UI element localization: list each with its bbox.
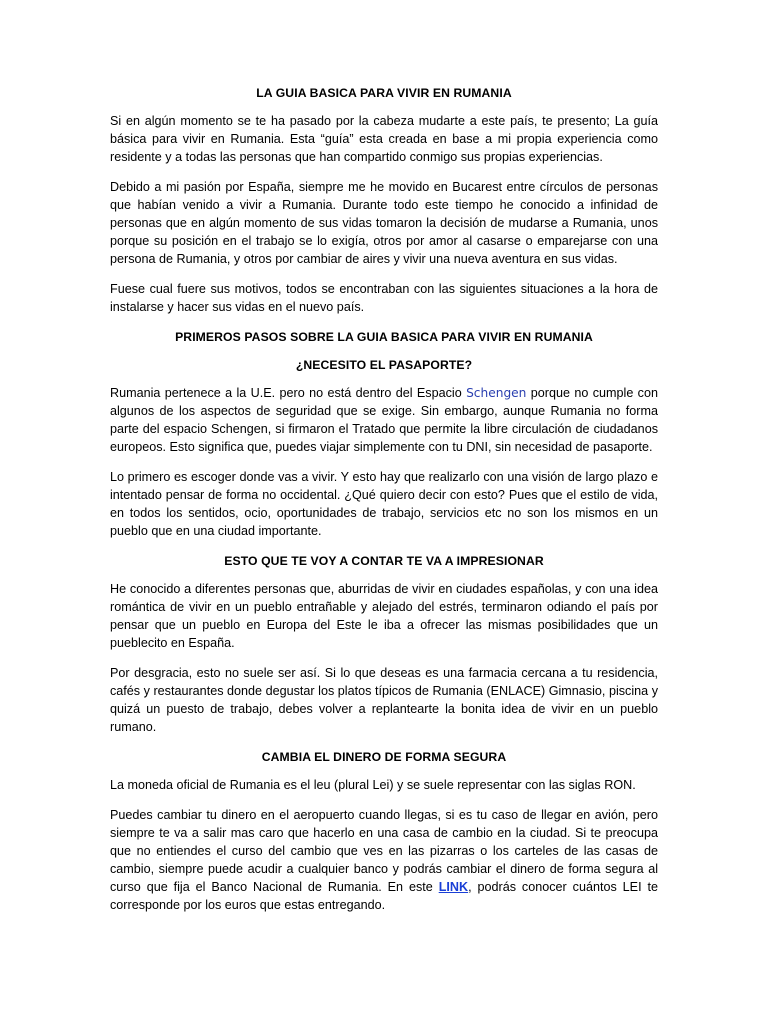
heading-dinero: CAMBIA EL DINERO DE FORMA SEGURA bbox=[261, 750, 507, 764]
document-title: LA GUIA BASICA PARA VIVIR EN RUMANIA bbox=[256, 86, 512, 100]
paragraph-pueblo: He conocido a diferentes personas que, aburridas de vivir en ciudades españolas, y con una idea romántica de vivir en un pueblo entrañable y alejado del estrés, terminaron odiando el país por pensar que un pueblo en Europa del Este le iba a ofrecer las mismas posibilidades que un pueblecito en España. bbox=[110, 582, 658, 650]
heading-pasaporte: ¿NECESITO EL PASAPORTE? bbox=[295, 358, 473, 372]
paragraph-schengen bbox=[110, 384, 658, 456]
link-banco-nacional[interactable]: LINK bbox=[438, 880, 469, 894]
schengen-link[interactable]: Schengen bbox=[466, 386, 527, 400]
paragraph-motivos: Debido a mi pasión por España, siempre me he movido en Bucarest entre círculos de personas que habían venido a vivir a Rumania. Durante todo este tiempo he conocido a infinidad de personas que en algún momento de sus vidas tomaron la decisión de mudarse a Rumania, unos porque su posición en el trabajo se lo exigía, otros por amor al casarse o emparejarse con una persona de Rumania, y otros por cambiar de aires y vivir una nueva aventura en sus vidas. bbox=[110, 180, 658, 266]
paragraph-donde-vivir: Lo primero es escoger donde vas a vivir. Y esto hay que realizarlo con una visión de largo plazo e intentado pensar de forma no occidental. ¿Qué quiero decir con esto? Pues que el estilo de vida, en todos los sentidos, ocio, oportunidades de trabajo, servicios etc no son los mismos en un pueblo que en una ciudad importante. bbox=[110, 470, 658, 538]
paragraph-situaciones: Fuese cual fuere sus motivos, todos se encontraban con las siguientes situaciones a la hora de instalarse y hacer sus vidas en el nuevo país. bbox=[110, 282, 658, 314]
document-page bbox=[110, 84, 658, 926]
paragraph-cambio bbox=[110, 806, 658, 914]
paragraph-desgracia: Por desgracia, esto no suele ser así. Si lo que deseas es una farmacia cercana a tu residencia, cafés y restaurantes donde degustar los platos típicos de Rumania (ENLACE) Gimnasio, piscina y quizá un puesto de trabajo, debes volver a replantearte la bonita idea de vivir en un pueblo rumano. bbox=[110, 666, 658, 734]
schengen-text-after: porque no cumple con algunos de los aspectos de seguridad que se exige. Sin embargo, aunque Rumania no forma parte del espacio Schengen, si firmaron el Tratado que permite la libre circulación de ciudadanos europeos. Esto significa que, puedes viajar simplemente con tu DNI, sin necesidad de pasaporte. bbox=[110, 386, 658, 454]
cambio-text-after: , podrás conocer cuántos LEI te corresponde por los euros que estas entregando. bbox=[110, 880, 658, 912]
schengen-text-before: Rumania pertenece a la U.E. pero no está dentro del Espacio bbox=[110, 386, 467, 400]
paragraph-moneda: La moneda oficial de Rumania es el leu (plural Lei) y se suele representar con las siglas RON. bbox=[110, 778, 636, 792]
heading-primeros-pasos: PRIMEROS PASOS SOBRE LA GUIA BASICA PARA VIVIR EN RUMANIA bbox=[175, 330, 593, 344]
cambio-text-before: Puedes cambiar tu dinero en el aeropuerto cuando llegas, si es tu caso de llegar en avión, pero siempre te va a salir mas caro que hacerlo en una casa de cambio en la ciudad. Si te preocupa que no entiendes el curso del cambio que ves en las pizarras o los carteles de las casas de cambio, siempre puede acudir a cualquier banco y podrás cambiar el dinero de forma segura al curso que fija el Banco Nacional de Rumania. En este bbox=[110, 808, 658, 894]
paragraph-intro: Si en algún momento se te ha pasado por la cabeza mudarte a este país, te presento; La guía básica para vivir en Rumania. Esta “guía” esta creada en base a mi propia experiencia como residente y a todas las personas que han compartido conmigo sus propias experiencias. bbox=[110, 114, 658, 164]
heading-impresionar: ESTO QUE TE VOY A CONTAR TE VA A IMPRESIONAR bbox=[224, 554, 544, 568]
